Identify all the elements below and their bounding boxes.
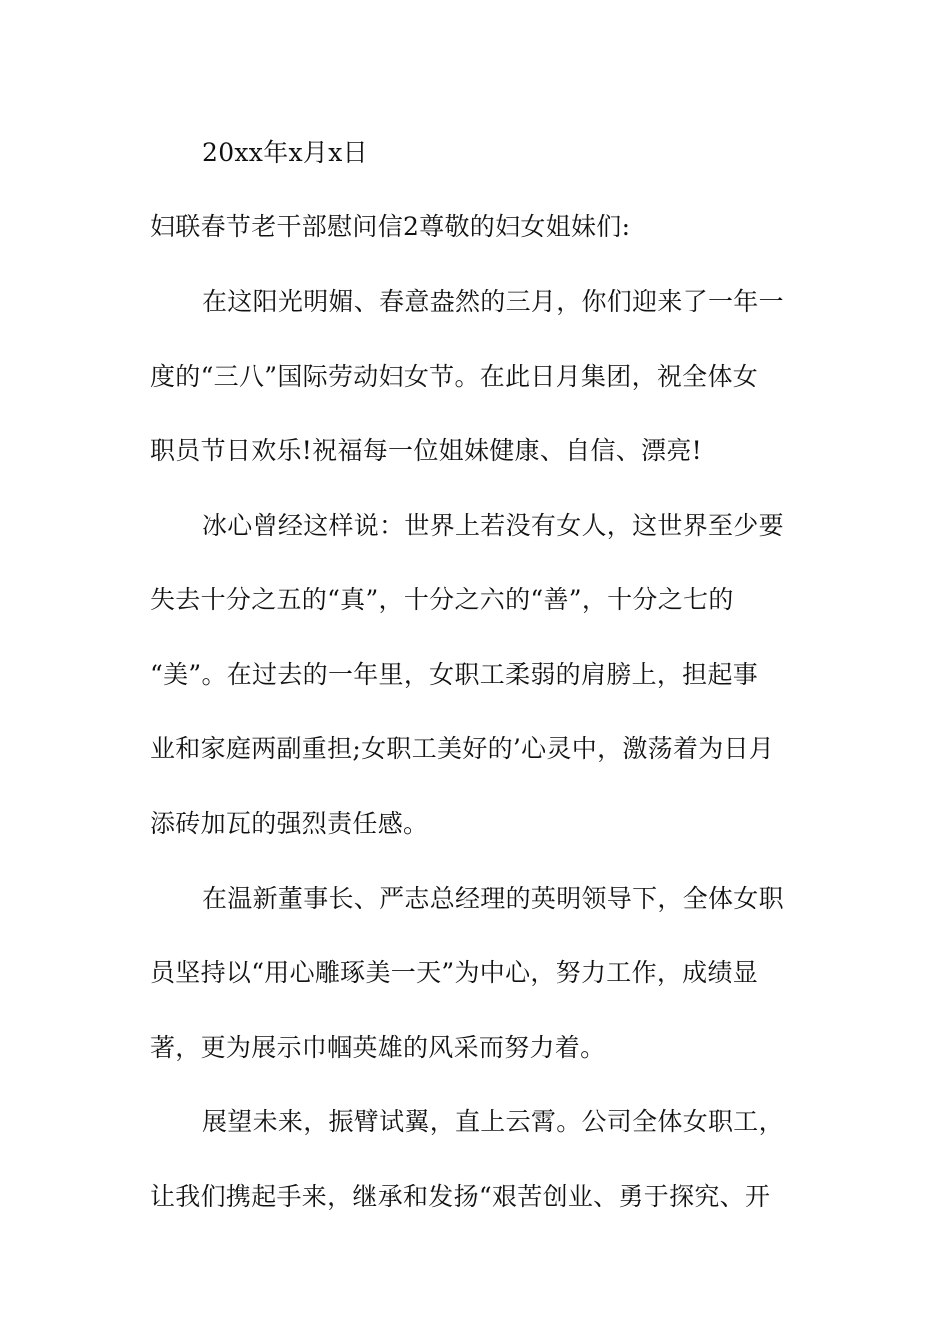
paragraph-line: 业和家庭两副重担;女职工美好的’心灵中，激荡着为日月 <box>150 734 775 763</box>
paragraph-line: 度的“三八”国际劳动妇女节。在此日月集团，祝全体女 <box>150 362 759 391</box>
title-line: 妇联春节老干部慰问信2尊敬的妇女姐妹们: <box>150 212 631 241</box>
paragraph-line: 员坚持以“用心雕琢美一天”为中心，努力工作，成绩显 <box>150 958 759 987</box>
paragraph-line: 在这阳光明媚、春意盎然的三月，你们迎来了一年一 <box>202 287 784 316</box>
paragraph-line: 著，更为展示巾帼英雄的风采而努力着。 <box>150 1033 606 1062</box>
paragraph-line: 添砖加瓦的强烈责任感。 <box>150 809 429 838</box>
paragraph-line: 冰心曾经这样说：世界上若没有女人，这世界至少要 <box>202 511 784 540</box>
paragraph-line: 展望未来，振臂试翼，直上云霄。公司全体女职工， <box>202 1107 784 1136</box>
paragraph-line: 职员节日欢乐!祝福每一位姐妹健康、自信、漂亮! <box>150 436 702 465</box>
paragraph-line: 在温新董事长、严志总经理的英明领导下，全体女职 <box>202 884 784 913</box>
paragraph-line: 让我们携起手来，继承和发扬“艰苦创业、勇于探究、开 <box>150 1182 771 1211</box>
date-line: 20xx年x月x日 <box>202 138 368 167</box>
paragraph-line: “美”。在过去的一年里，女职工柔弱的肩膀上，担起事 <box>150 660 759 689</box>
paragraph-line: 失去十分之五的“真”，十分之六的“善”，十分之七的 <box>150 585 734 614</box>
